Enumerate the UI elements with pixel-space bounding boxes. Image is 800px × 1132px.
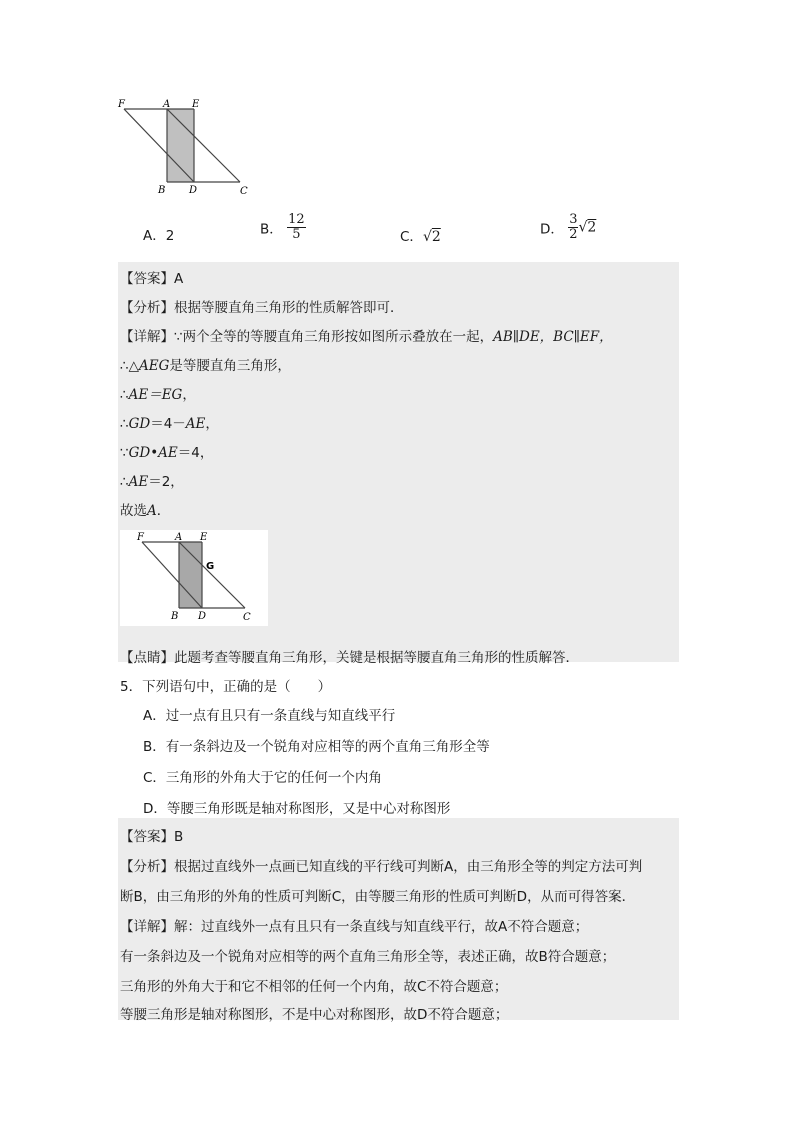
q5-option-c: C．三角形的外角大于它的任何一个内角 bbox=[143, 770, 382, 786]
option-a: A．2 bbox=[143, 228, 175, 244]
q5-detail-line-4: 等腰三角形是轴对称图形，不是中心对称图形，故D不符合题意； bbox=[120, 1007, 509, 1023]
q5-analysis-line-2: 断B，由三角形的外角的性质可判断C，由等腰三角形的性质可判断D，从而可得答案． bbox=[120, 889, 636, 905]
q4-detail-line-6: ∴AE＝2， bbox=[120, 474, 184, 490]
q4-detail-line-4: ∴GD＝4－AE， bbox=[120, 416, 219, 432]
q5-detail-line-2: 有一条斜边及一个锐角对应相等的两个直角三角形全等，表述正确，故B符合题意； bbox=[120, 949, 616, 965]
option-d: D． $\frac{3}{2}$ √2 bbox=[540, 212, 597, 242]
option-c: C．√2 bbox=[400, 229, 441, 245]
label-G: G bbox=[206, 561, 215, 572]
q5-answer: 【答案】B bbox=[120, 829, 184, 845]
label-A: A bbox=[175, 532, 183, 543]
q4-detail-line-2: ∴△AEG是等腰直角三角形， bbox=[120, 358, 291, 374]
q5-option-d: D．等腰三角形既是轴对称图形，又是中心对称图形 bbox=[143, 801, 451, 817]
label-E: E bbox=[192, 99, 200, 110]
q5-option-b: B．有一条斜边及一个锐角对应相等的两个直角三角形全等 bbox=[143, 739, 490, 755]
option-b: B． $\frac{12}{5}$ bbox=[260, 212, 305, 242]
label-B: B bbox=[158, 185, 166, 196]
label-B: B bbox=[171, 611, 179, 622]
q4-detail-line-3: ∴AE＝EG， bbox=[120, 387, 196, 403]
q5-detail-line-3: 三角形的外角大于和它不相邻的任何一个内角，故C不符合题意； bbox=[120, 979, 508, 995]
q4-detail-line-7: 故选A． bbox=[120, 503, 171, 519]
q4-detail-line-5: ∵GD•AE＝4， bbox=[120, 445, 214, 461]
q4-answer: 【答案】A bbox=[120, 271, 184, 287]
label-A: A bbox=[163, 99, 171, 110]
label-F: F bbox=[137, 532, 144, 543]
q4-comment: 【点睛】此题考查等腰直角三角形，关键是根据等腰直角三角形的性质解答． bbox=[120, 650, 579, 666]
q5-detail-line-1: 【详解】解：过直线外一点有且只有一条直线与知直线平行，故A不符合题意； bbox=[120, 919, 589, 935]
q5-stem: 5．下列语句中，正确的是（ ） bbox=[120, 679, 332, 695]
shaded-region bbox=[167, 109, 194, 182]
q5-option-a: A．过一点有且只有一条直线与知直线平行 bbox=[143, 708, 396, 724]
q4-analysis: 【分析】根据等腰直角三角形的性质解答即可． bbox=[120, 300, 404, 316]
q4-detail-line-1: 【详解】∵两个全等的等腰直角三角形按如图所示叠放在一起，AB∥DE，BC∥EF， bbox=[120, 329, 613, 345]
shaded-region bbox=[179, 542, 202, 608]
label-F: F bbox=[118, 99, 125, 110]
label-D: D bbox=[198, 611, 207, 622]
figure-2-diagram bbox=[122, 530, 268, 626]
label-C: C bbox=[240, 186, 248, 197]
label-E: E bbox=[200, 532, 208, 543]
label-D: D bbox=[189, 185, 198, 196]
figure-1-diagram bbox=[112, 96, 262, 198]
q5-analysis-line-1: 【分析】根据过直线外一点画已知直线的平行线可判断A，由三角形全等的判定方法可判 bbox=[120, 859, 643, 875]
label-C: C bbox=[243, 612, 251, 623]
